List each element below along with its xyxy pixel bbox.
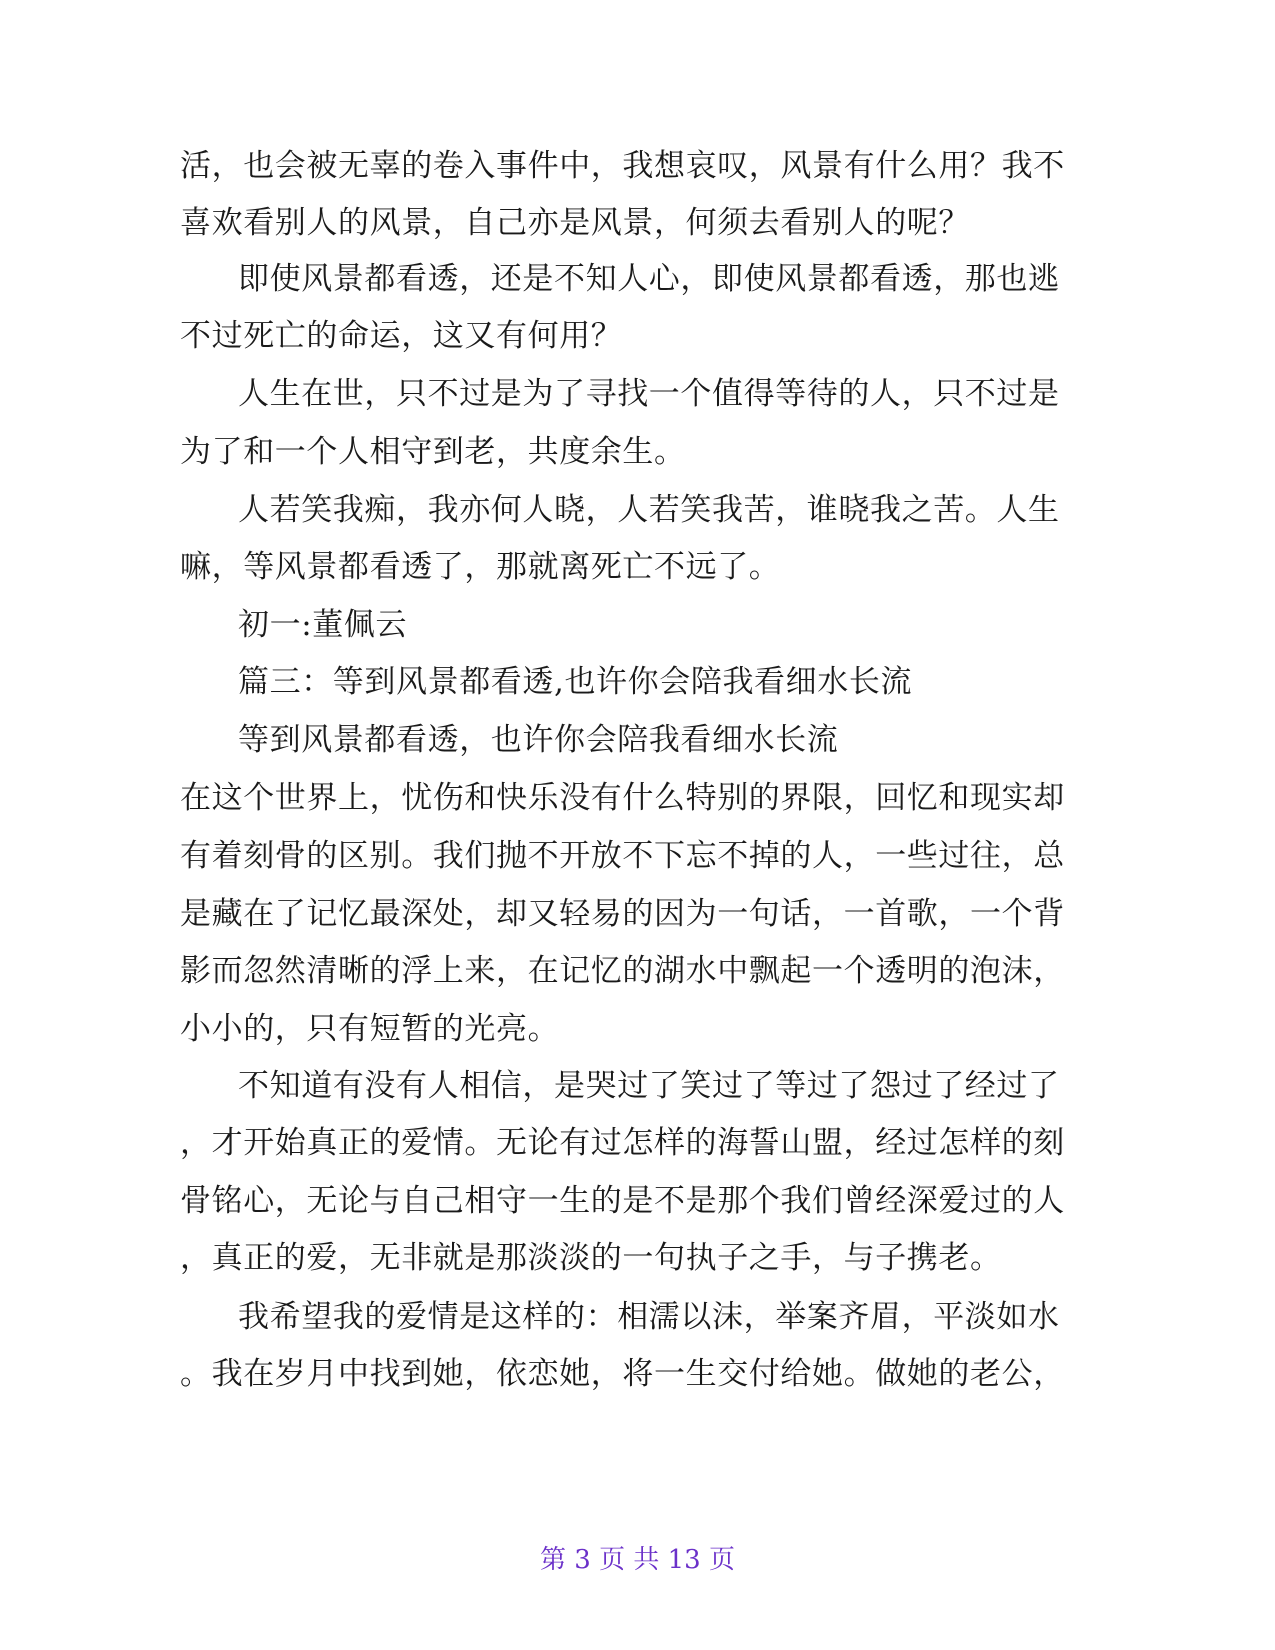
text-line: ，才开始真正的爱情。无论有过怎样的海誓山盟，经过怎样的刻 [180,1125,1065,1161]
text-line: 初一:董佩云 [238,607,408,643]
section-subtitle: 等到风景都看透，也许你会陪我看细水长流 [238,722,839,758]
text-line: 小小的，只有短暂的光亮。 [180,1011,560,1047]
text-line: 。我在岁月中找到她，依恋她，将一生交付给她。做她的老公， [180,1356,1065,1392]
page-number-footer: 第 3 页 共 13 页 [540,1545,735,1575]
text-line: 在这个世界上，忧伤和快乐没有什么特别的界限，回忆和现实却 [180,780,1065,816]
text-line: 影而忽然清晰的浮上来，在记忆的湖水中飘起一个透明的泡沫， [180,953,1065,989]
text-line: 我希望我的爱情是这样的：相濡以沫，举案齐眉，平淡如水 [238,1299,1060,1335]
text-line: 不过死亡的命运，这又有何用？ [180,318,623,354]
text-line: 人若笑我痴，我亦何人晓，人若笑我苦，谁晓我之苦。人生 [238,492,1060,528]
text-line: 人生在世，只不过是为了寻找一个值得等待的人，只不过是 [238,376,1060,412]
text-line: 活，也会被无辜的卷入事件中，我想哀叹，风景有什么用？我不 [180,148,1065,184]
text-line: 嘛，等风景都看透了，那就离死亡不远了。 [180,549,781,585]
text-line: 是藏在了记忆最深处，却又轻易的因为一句话，一首歌，一个背 [180,896,1065,932]
text-line: 喜欢看别人的风景，自己亦是风景，何须去看别人的呢？ [180,205,970,241]
text-line: ，真正的爱，无非就是那淡淡的一句执子之手，与子携老。 [180,1240,1002,1276]
section-heading: 篇三：等到风景都看透,也许你会陪我看细水长流 [238,664,913,700]
text-line: 骨铭心，无论与自己相守一生的是不是那个我们曾经深爱过的人 [180,1183,1065,1219]
text-line: 即使风景都看透，还是不知人心，即使风景都看透，那也逃 [238,261,1060,297]
text-line: 有着刻骨的区别。我们抛不开放不下忘不掉的人，一些过往，总 [180,838,1065,874]
text-line: 为了和一个人相守到老，共度余生。 [180,434,686,470]
text-line: 不知道有没有人相信，是哭过了笑过了等过了怨过了经过了 [238,1068,1060,1104]
